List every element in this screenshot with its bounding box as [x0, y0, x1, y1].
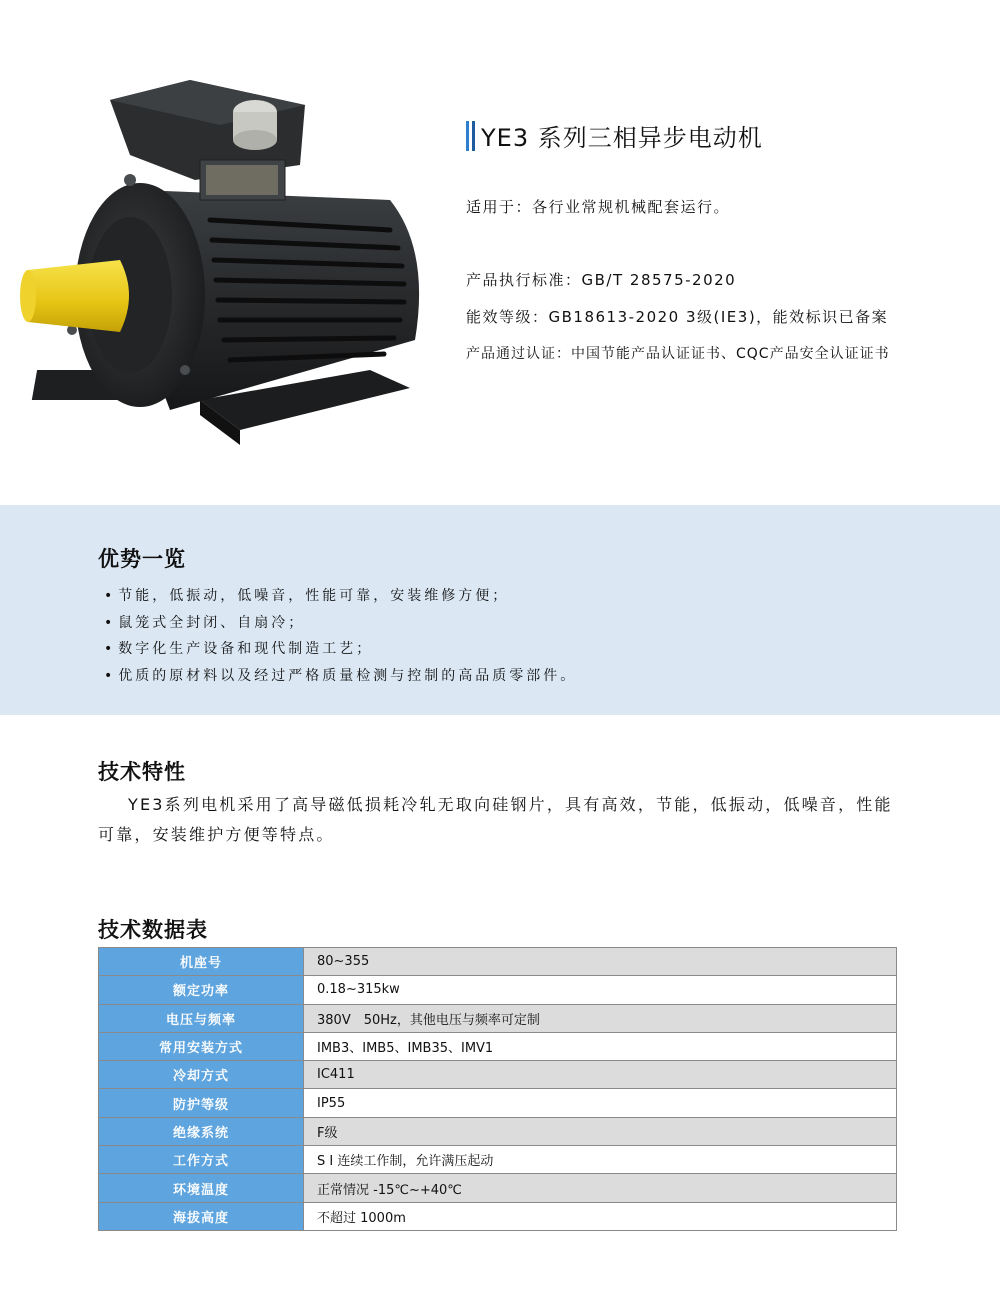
table-row: [99, 948, 897, 976]
row-value: 不超过 1000m: [304, 1202, 897, 1230]
efficiency-text: 能效等级：GB18613-2020 3级(IE3)，能效标识已备案: [466, 308, 889, 326]
row-key: 环境温度: [99, 1174, 304, 1202]
features-title: 技术特性: [98, 760, 186, 784]
row-key: 防护等级: [99, 1089, 304, 1117]
table-row: [99, 976, 897, 1004]
standard-text: 产品执行标准：GB/T 28575-2020: [466, 271, 737, 289]
row-value: IMB3、IMB5、IMB35、IMV1: [304, 1032, 897, 1060]
table-row: [99, 1146, 897, 1174]
row-value: 80~355: [304, 948, 897, 976]
advantages-title: 优势一览: [98, 547, 186, 571]
row-key: 常用安装方式: [99, 1032, 304, 1060]
row-value: IC411: [304, 1061, 897, 1089]
certification-text: 产品通过认证：中国节能产品认证证书、CQC产品安全认证证书: [466, 346, 890, 362]
row-value: 0.18~315kw: [304, 976, 897, 1004]
advantage-item: • 数字化生产设备和现代制造工艺；: [104, 636, 577, 663]
tech-data-table: [98, 947, 897, 1231]
row-value: 380V 50Hz，其他电压与频率可定制: [304, 1004, 897, 1032]
table-row: [99, 1174, 897, 1202]
table-row: [99, 1202, 897, 1230]
row-value: S Ⅰ 连续工作制，允许满压起动: [304, 1146, 897, 1174]
advantage-item: • 鼠笼式全封闭、自扇冷；: [104, 610, 577, 637]
advantage-item: • 节能，低振动，低噪音，性能可靠，安装维修方便；: [104, 583, 577, 610]
row-value: F级: [304, 1117, 897, 1145]
row-key: 工作方式: [99, 1146, 304, 1174]
data-table-title: 技术数据表: [98, 918, 208, 942]
features-paragraph: YE3系列电机采用了高导磁低损耗冷轧无取向硅钢片，具有高效，节能，低振动，低噪音，性能可靠，安装维护方便等特点。: [98, 795, 893, 844]
table-row: [99, 1117, 897, 1145]
row-value: IP55: [304, 1089, 897, 1117]
row-key: 额定功率: [99, 976, 304, 1004]
row-key: 机座号: [99, 948, 304, 976]
motor-product-image: [20, 70, 440, 460]
table-row: [99, 1089, 897, 1117]
table-row: [99, 1032, 897, 1060]
row-key: 绝缘系统: [99, 1117, 304, 1145]
application-text: 适用于：各行业常规机械配套运行。: [466, 198, 731, 216]
title-accent-bars: [466, 121, 475, 151]
advantage-item: • 优质的原材料以及经过严格质量检测与控制的高品质零部件。: [104, 663, 577, 690]
table-row: [99, 1004, 897, 1032]
product-title-text: YE3 系列三相异步电动机: [481, 124, 763, 152]
row-key: 电压与频率: [99, 1004, 304, 1032]
advantages-list: [104, 583, 577, 689]
row-key: 海拔高度: [99, 1202, 304, 1230]
row-key: 冷却方式: [99, 1061, 304, 1089]
row-value: 正常情况 -15℃~+40℃: [304, 1174, 897, 1202]
table-row: [99, 1061, 897, 1089]
product-title: [466, 118, 763, 153]
